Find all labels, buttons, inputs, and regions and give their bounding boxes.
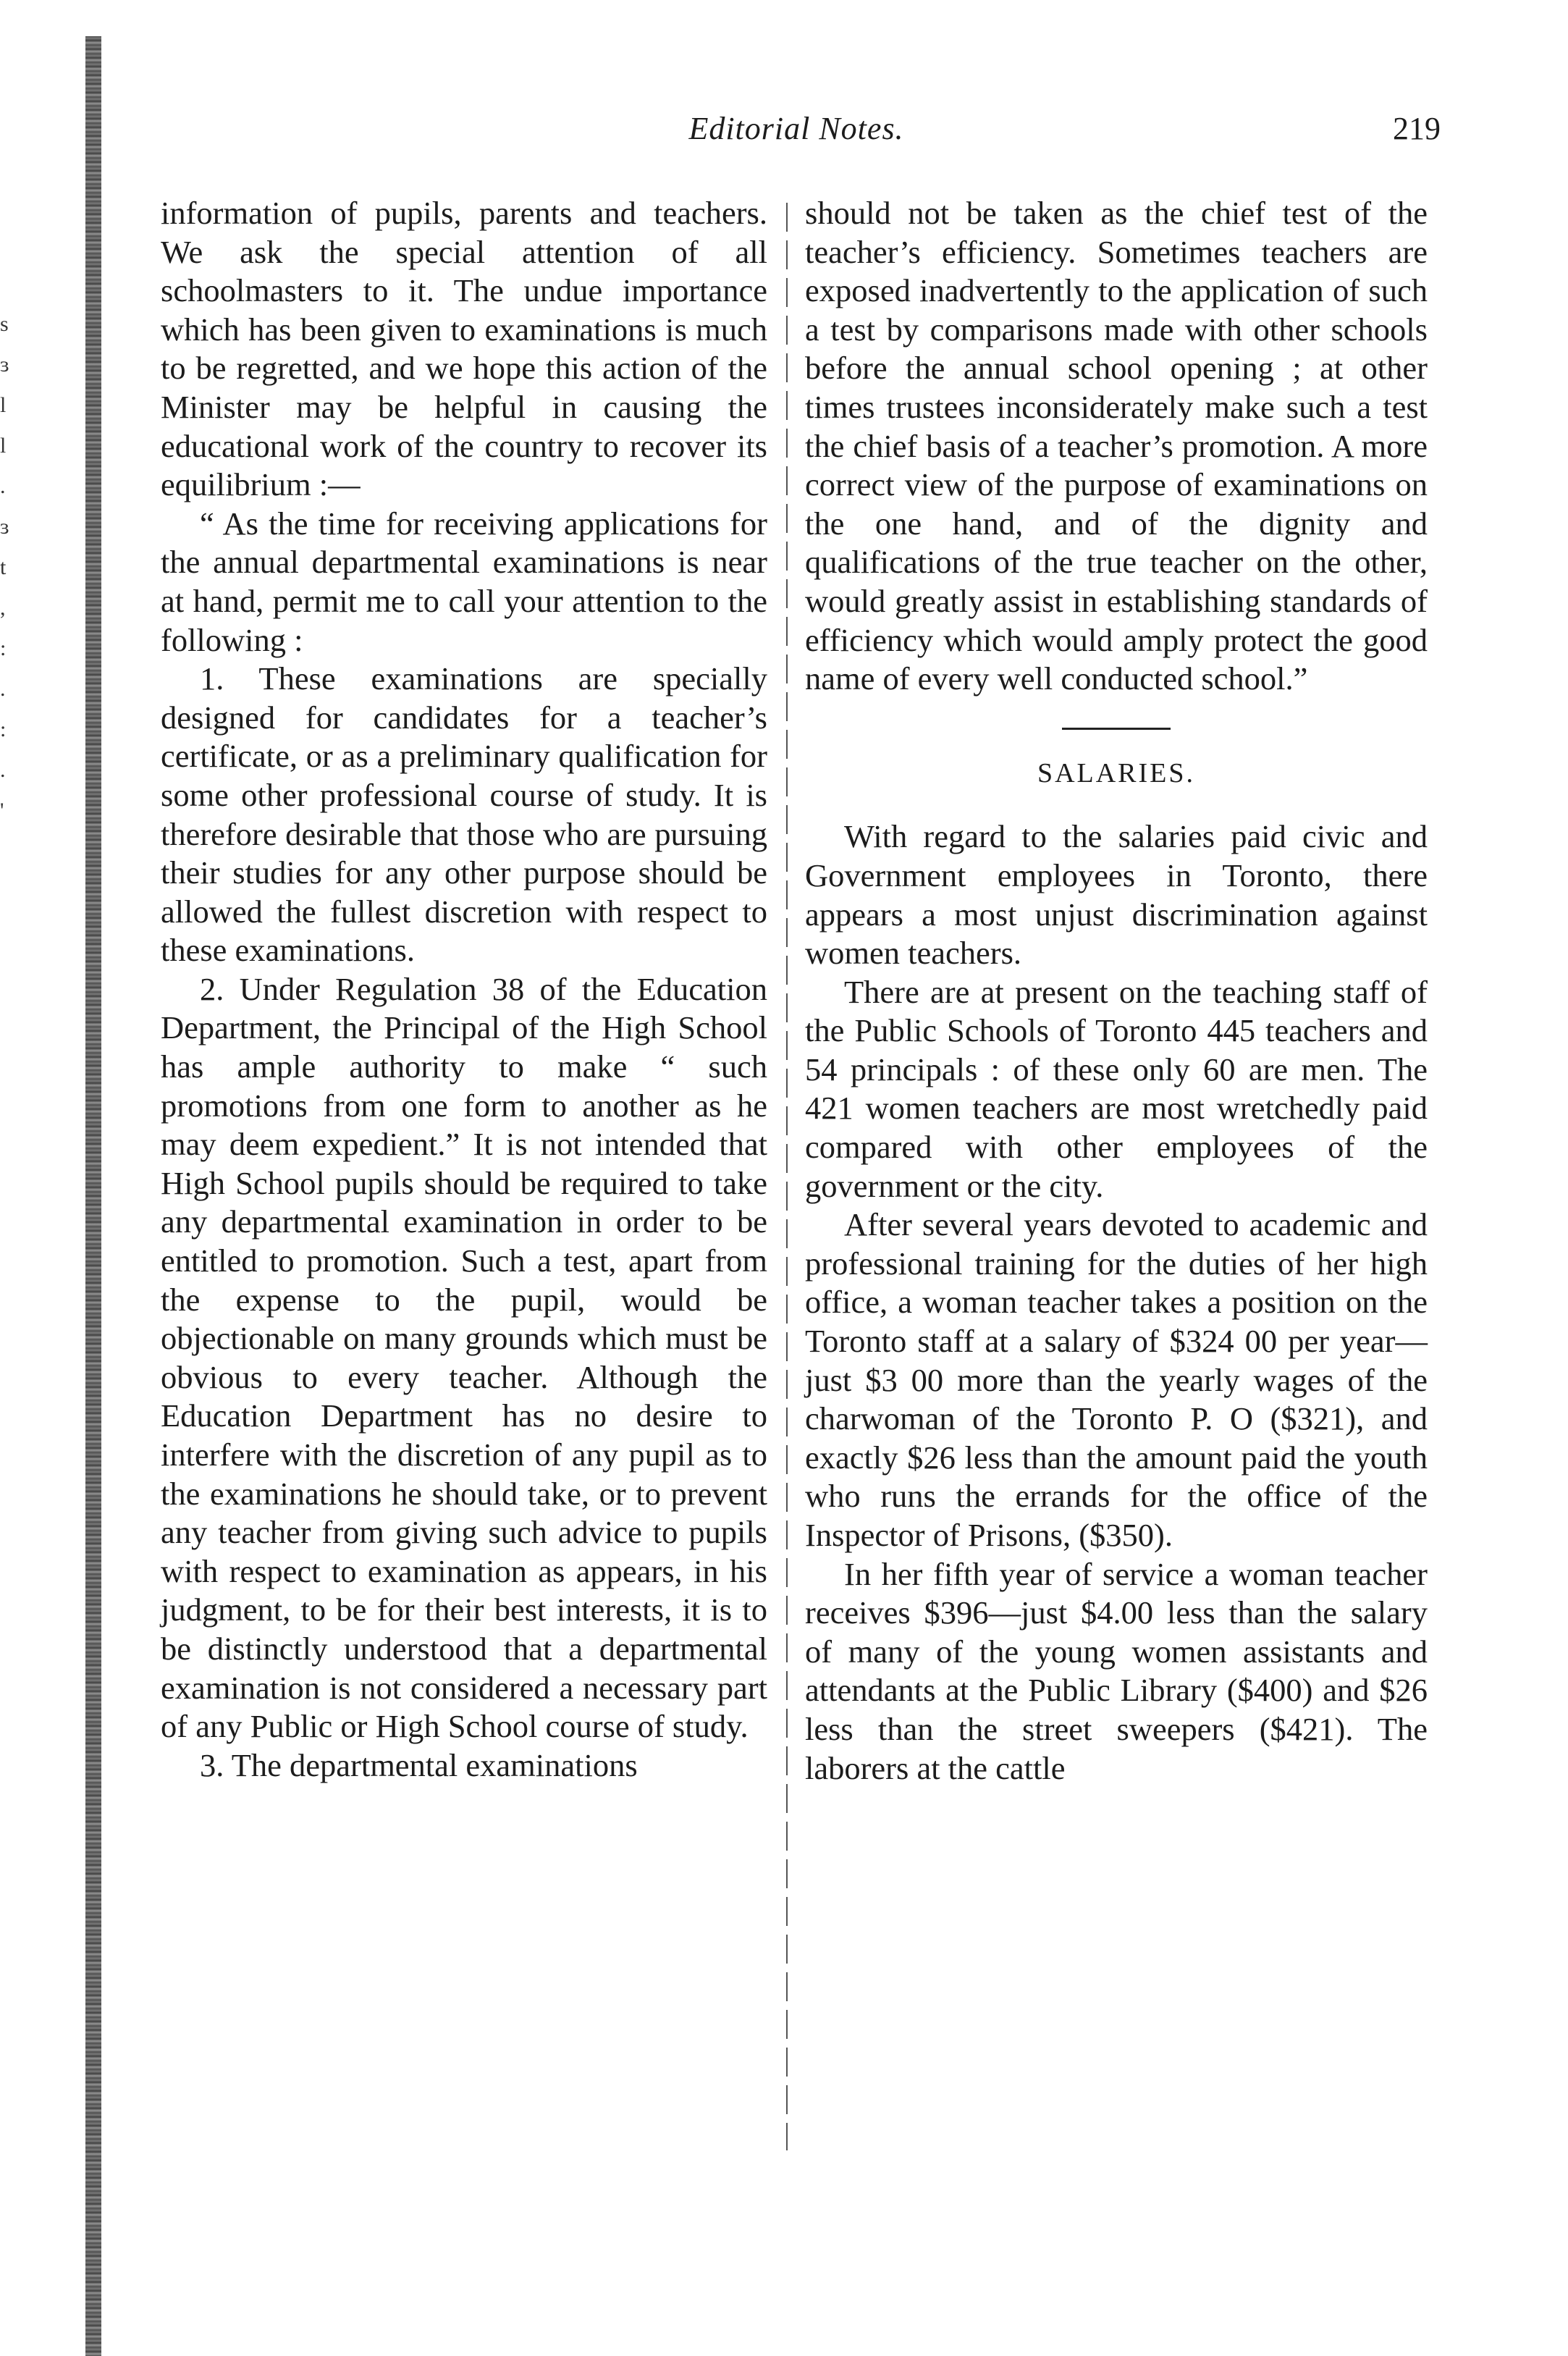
paragraph: After several years devoted to academic and professional training for the duties of her high office, a woman teacher takes a position on the Toronto staff at a salary of $324 00 per year—just $3 00 more than the yearly wages of the charwoman of the Toronto P. O ($321), and exactly $26 less than the amount paid the youth who runs the errands for the office of the Inspector of Prisons, ($350).: [805, 1206, 1428, 1553]
page-header: [152, 110, 1441, 153]
right-column: [805, 194, 1428, 1788]
paragraph: “ As the time for receiving applications for the annual departmental examinations is near at hand, permit me to call your attention to the following :: [161, 505, 767, 658]
paragraph: With regard to the salaries paid civic and Government employees in Toronto, there appears a most unjust discrimination against women teachers.: [805, 818, 1428, 972]
margin-mark: ɜ: [0, 515, 9, 539]
margin-mark: :: [0, 718, 7, 741]
margin-mark: ': [0, 799, 4, 823]
margin-mark: ,: [0, 596, 6, 620]
column-divider: [786, 203, 788, 2150]
margin-mark: l: [0, 393, 7, 417]
margin-mark: s: [0, 312, 9, 336]
paragraph: In her fifth year of service a woman teacher receives $396—just $4.00 less than the salary of many of the young women assistants and attendants at the Public Library ($400) and $26 less than the street sweepers ($421). The laborers at the cattle: [805, 1555, 1428, 1786]
margin-mark: l: [0, 434, 7, 458]
paragraph: information of pupils, parents and teachers. We ask the special attention of all schoolmasters to it. The undue importance which has been given to examinations is much to be regretted, and we hope this action of the Minister may be helpful in causing the educational work of the country to recover its equilibrium :—: [161, 195, 767, 503]
paragraph: There are at present on the teaching staff of the Public Schools of Toronto 445 teachers and 54 principals : of these only 60 are men. The 421 women teachers are most wretchedly paid compared with other employees of the government or the city.: [805, 973, 1428, 1204]
margin-mark: ɜ: [0, 353, 9, 376]
left-column: [161, 194, 767, 1785]
section-heading: SALARIES.: [1037, 757, 1196, 788]
paragraph: 2. Under Regulation 38 of the Education Department, the Principal of the High School has ample authority to make “ such promotions from one form to another as he may deem expedient.” It is not intended that High School pupils should be required to take any departmental examination in order to be entitled to promotion. Such a test, apart from the expense to the pupil, would be objectionable on many grounds which must be obvious to every teacher. Although the Education Department has no desire to interfere with the discretion of any pupil as to the examinations he should take, or to prevent any teacher from giving such advice to pupils with respect to examination as appears, in his judgment, to be for their best interests, it is to be distinctly understood that a departmental examination is not considered a necessary part of any Public or High School course of study.: [161, 970, 767, 1745]
margin-mark: .: [0, 758, 6, 782]
binding-edge: [85, 36, 101, 2356]
margin-marks: [0, 304, 43, 831]
page-number: 219: [1393, 111, 1441, 146]
margin-mark: .: [0, 677, 6, 701]
margin-mark: .: [0, 474, 6, 498]
margin-mark: :: [0, 636, 7, 660]
paragraph: 3. The departmental examinations: [200, 1746, 638, 1783]
margin-mark: t: [0, 555, 7, 579]
paragraph: 1. These examinations are specially designed for candidates for a teacher’s certificate, or as a preliminary qualification for some other professional course of study. It is therefore desirable that those who are pursuing their studies for any other purpose should be allowed the fullest discretion with respect to these examinations.: [161, 660, 767, 969]
section-divider: [1062, 728, 1171, 730]
running-title: Editorial Notes.: [688, 111, 904, 146]
paragraph: should not be taken as the chief test of the teacher’s efficiency. Sometimes teachers are exposed inadvertently to the application of such a test by comparisons made with other schools before the annual school opening ; at other times trustees inconsiderately make such a test the chief basis of a teacher’s promotion. A more correct view of the purpose of examinations on the one hand, and of the dignity and qualifications of the true teacher on the other, would greatly assist in establishing standards of efficiency which would amply protect the good name of every well conducted school.”: [805, 195, 1428, 697]
